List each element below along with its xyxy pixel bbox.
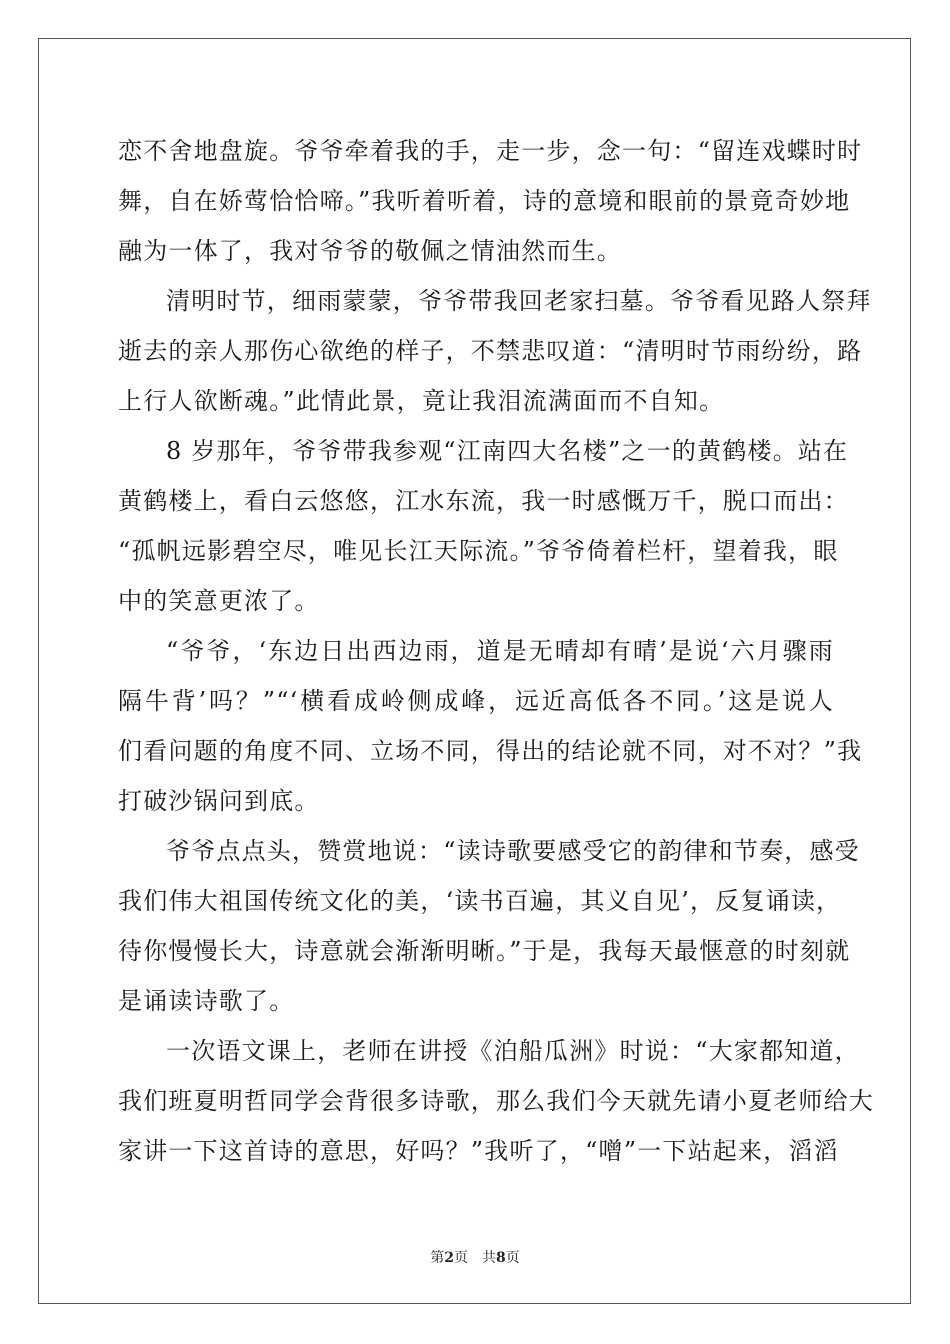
text-line: 隔牛背’吗？”“‘横看成岭侧成峰，远近高低各不同。’这是说人 bbox=[118, 687, 834, 715]
page-suffix: 页 bbox=[454, 1250, 468, 1266]
text-line: 是诵读诗歌了。 bbox=[118, 987, 295, 1015]
text-line: 上行人欲断魂。”此情此景，竟让我泪流满面而不自知。 bbox=[118, 387, 725, 415]
text-line: 爷爷点点头，赞赏地说：“读诗歌要感受它的韵律和节奏，感受 bbox=[166, 837, 860, 865]
text-line: 融为一体了，我对爷爷的敬佩之情油然而生。 bbox=[118, 237, 622, 265]
text-line: “孤帆远影碧空尽，唯见长江天际流。”爷爷倚着栏杆，望着我，眼 bbox=[118, 537, 839, 565]
text-line: 待你慢慢长大，诗意就会渐渐明晰。”于是，我每天最惬意的时刻就 bbox=[118, 937, 851, 965]
text-line: 打破沙锅问到底。 bbox=[118, 787, 320, 815]
text-line: 家讲一下这首诗的意思，好吗？”我听了，“噌”一下站起来，滔滔 bbox=[118, 1137, 839, 1165]
text-line: “爷爷，‘东边日出西边雨，道是无晴却有晴’是说‘六月骤雨 bbox=[166, 637, 834, 665]
document-body bbox=[118, 126, 874, 1176]
text-line: 们看问题的角度不同、立场不同，得出的结论就不同，对不对？”我 bbox=[118, 737, 863, 765]
text-line: 恋不舍地盘旋。爷爷牵着我的手，走一步，念一句：“留连戏蝶时时 bbox=[118, 137, 863, 165]
text-line: 黄鹤楼上，看白云悠悠，江水东流，我一时感慨万千，脱口而出： bbox=[118, 487, 849, 515]
total-suffix: 页 bbox=[505, 1250, 520, 1266]
page-footer bbox=[0, 1247, 950, 1267]
text-line: 我们伟大祖国传统文化的美，‘读书百遍，其义自见’，反复诵读， bbox=[118, 887, 842, 915]
text-line: 舞，自在娇莺恰恰啼。”我听着听着，诗的意境和眼前的景竟奇妙地 bbox=[118, 187, 851, 215]
text-line: 逝去的亲人那伤心欲绝的样子，不禁悲叹道：“清明时节雨纷纷，路 bbox=[118, 337, 863, 365]
total-pages: 8 bbox=[496, 1250, 506, 1266]
text-line: 8 岁那年，爷爷带我参观“江南四大名楼”之一的黄鹤楼。站在 bbox=[166, 437, 849, 465]
text-line: 我们班夏明哲同学会背很多诗歌，那么我们今天就先请小夏老师给大 bbox=[118, 1087, 874, 1115]
text-line: 中的笑意更浓了。 bbox=[118, 587, 320, 615]
page-number: 2 bbox=[444, 1250, 454, 1266]
text-line: 清明时节，细雨蒙蒙，爷爷带我回老家扫墓。爷爷看见路人祭拜 bbox=[166, 287, 872, 315]
total-prefix: 共 bbox=[482, 1250, 496, 1266]
text-line: 一次语文课上，老师在讲授《泊船瓜洲》时说：“大家都知道， bbox=[166, 1037, 860, 1065]
page-prefix: 第 bbox=[430, 1250, 445, 1266]
